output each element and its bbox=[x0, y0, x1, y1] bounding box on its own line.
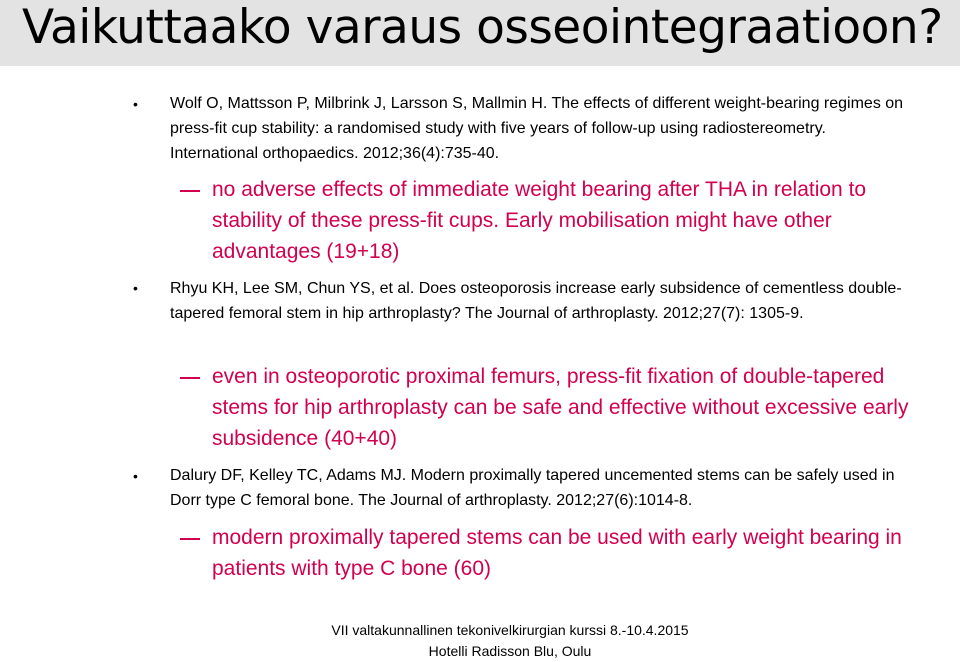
reference-conclusion-1: no adverse effects of immediate weight bearing after THA in relation to stability of these press-fit cups. Early mobilisation might have other advantages (19+18) bbox=[212, 178, 867, 263]
reference-conclusion-2: even in osteoporotic proximal femurs, press-fit fixation of double-tapered stems for hip arthroplasty can be safe and effective without excessive early subsidence (40+40) bbox=[212, 365, 909, 450]
dash-icon bbox=[180, 377, 200, 379]
reference-conclusion-3: modern proximally tapered stems can be used with early weight bearing in patients with type C bone (60) bbox=[212, 526, 902, 580]
dash-icon bbox=[180, 538, 200, 540]
bullet-icon: • bbox=[133, 468, 138, 484]
slide-title: Vaikuttaako varaus osseointegraatioon? bbox=[22, 0, 943, 55]
footer bbox=[300, 620, 720, 662]
footer-course: VII valtakunnallinen tekonivelkirurgian kurssi 8.-10.4.2015 bbox=[331, 622, 689, 638]
reference-citation-3: Dalury DF, Kelley TC, Adams MJ. Modern proximally tapered uncemented stems can be safely used in Dorr type C femoral bone. The Journal of arthroplasty. 2012;27(6):1014-8. bbox=[170, 467, 895, 509]
reference-citation-2: Rhyu KH, Lee SM, Chun YS, et al. Does osteoporosis increase early subsidence of cementless double-tapered femoral stem in hip arthroplasty? The Journal of arthroplasty. 2012;27(7): 1305-9. bbox=[170, 280, 902, 322]
bullet-icon: • bbox=[133, 280, 138, 296]
bullet-icon: • bbox=[133, 96, 138, 112]
reference-citation-1: Wolf O, Mattsson P, Milbrink J, Larsson S, Mallmin H. The effects of different weight-bearing regimes on press-fit cup stability: a randomised study with five years of follow-up using radiostereometry. International orthopaedics. 2012;36(4):735-40. bbox=[170, 95, 904, 162]
footer-venue: Hotelli Radisson Blu, Oulu bbox=[428, 643, 592, 659]
dash-icon bbox=[180, 190, 200, 192]
